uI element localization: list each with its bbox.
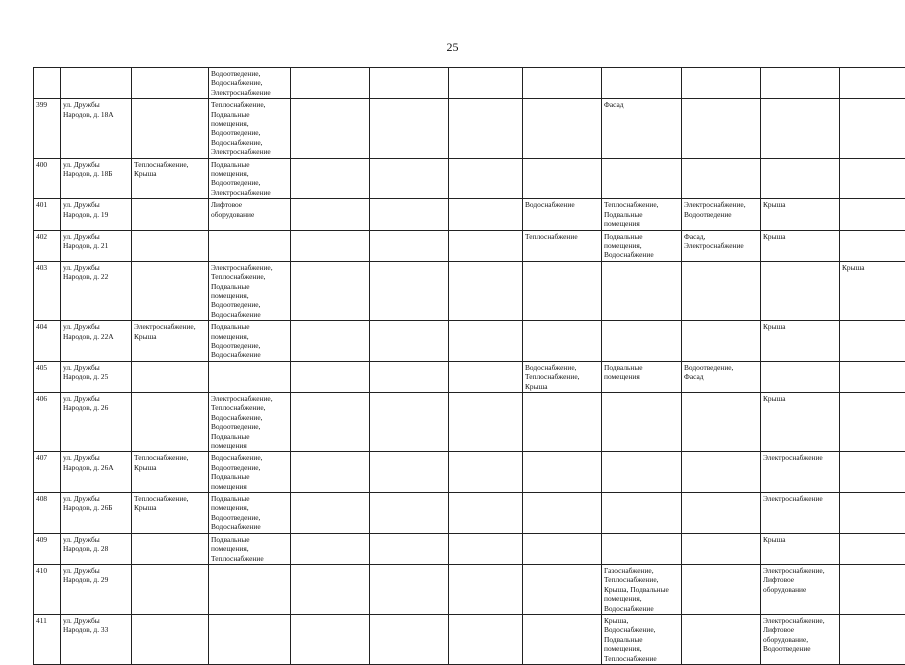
row-number-text: 400 (36, 160, 58, 169)
period-col-1 (132, 230, 209, 261)
address-text: ул. Дружбы Народов, д. 22 (63, 263, 129, 282)
address-text: ул. Дружбы Народов, д. 25 (63, 363, 129, 382)
period-col-6 (523, 261, 602, 320)
period-col-1 (132, 493, 209, 534)
work-items-text: Теплоснабжение, Подвальные помещения (604, 200, 679, 228)
address-cell (61, 452, 132, 493)
work-items-text: Теплоснабжение, Крыша (134, 453, 206, 472)
period-col-4 (370, 199, 449, 230)
work-items-text: Теплоснабжение (525, 232, 599, 241)
address-text: ул. Дружбы Народов, д. 26Б (63, 494, 129, 513)
period-col-2 (209, 564, 291, 614)
period-col-3 (291, 564, 370, 614)
period-col-5 (449, 452, 523, 493)
work-items-text: Водоснабжение (525, 200, 599, 209)
address-text: ул. Дружбы Народов, д. 29 (63, 566, 129, 585)
period-col-10 (840, 321, 905, 362)
work-items-text: Электроснабжение, Лифтовое оборудование, Водоотведение (763, 616, 837, 654)
period-col-10 (840, 68, 905, 99)
period-col-7 (602, 261, 682, 320)
period-col-6 (523, 321, 602, 362)
period-col-10 (840, 614, 905, 664)
address-text: ул. Дружбы Народов, д. 26А (63, 453, 129, 472)
table-row (34, 99, 905, 158)
period-col-2 (209, 230, 291, 261)
period-col-6 (523, 493, 602, 534)
period-col-1 (132, 68, 209, 99)
work-items-text: Лифтовое оборудование (211, 200, 288, 219)
row-number (34, 393, 61, 452)
work-items-text: Теплоснабжение, Крыша (134, 160, 206, 179)
period-col-9 (761, 452, 840, 493)
row-number-text: 406 (36, 394, 58, 403)
period-col-4 (370, 614, 449, 664)
row-number (34, 68, 61, 99)
period-col-3 (291, 68, 370, 99)
period-col-7 (602, 199, 682, 230)
period-col-8 (682, 533, 761, 564)
work-items-text: Крыша (763, 232, 837, 241)
work-items-text: Крыша (763, 394, 837, 403)
period-col-1 (132, 533, 209, 564)
period-col-9 (761, 158, 840, 199)
work-items-text: Электроснабжение (763, 453, 837, 462)
period-col-9 (761, 199, 840, 230)
period-col-4 (370, 533, 449, 564)
period-col-8 (682, 158, 761, 199)
address-text: ул. Дружбы Народов, д. 19 (63, 200, 129, 219)
table-body (34, 68, 905, 665)
work-items-text: Подвальные помещения, Теплоснабжение (211, 535, 288, 563)
period-col-4 (370, 493, 449, 534)
period-col-3 (291, 533, 370, 564)
period-col-4 (370, 158, 449, 199)
row-number-text: 399 (36, 100, 58, 109)
work-items-text: Газоснабжение, Теплоснабжение, Крыша, Подвальные помещения, Водоснабжение (604, 566, 679, 613)
period-col-7 (602, 158, 682, 199)
page-number: 25 (0, 40, 905, 55)
table-row (34, 614, 905, 664)
table-row (34, 199, 905, 230)
work-items-text: Фасад, Электроснабжение (684, 232, 758, 251)
address-cell (61, 261, 132, 320)
row-number (34, 230, 61, 261)
row-number (34, 199, 61, 230)
period-col-5 (449, 493, 523, 534)
period-col-8 (682, 614, 761, 664)
period-col-8 (682, 564, 761, 614)
period-col-5 (449, 199, 523, 230)
period-col-10 (840, 361, 905, 392)
period-col-2 (209, 452, 291, 493)
work-items-text: Электроснабжение, Теплоснабжение, Водоснабжение, Водоотведение, Подвальные помещения (211, 394, 288, 450)
period-col-7 (602, 452, 682, 493)
period-col-5 (449, 321, 523, 362)
period-col-5 (449, 564, 523, 614)
period-col-2 (209, 533, 291, 564)
period-col-10 (840, 452, 905, 493)
row-number (34, 564, 61, 614)
period-col-9 (761, 361, 840, 392)
period-col-6 (523, 361, 602, 392)
period-col-4 (370, 68, 449, 99)
period-col-5 (449, 99, 523, 158)
work-items-text: Крыша (763, 322, 837, 331)
work-items-text: Электроснабжение, Крыша (134, 322, 206, 341)
period-col-4 (370, 230, 449, 261)
address-cell (61, 393, 132, 452)
row-number (34, 321, 61, 362)
work-items-text: Подвальные помещения, Водоотведение, Водоснабжение (211, 322, 288, 360)
period-col-7 (602, 361, 682, 392)
period-col-1 (132, 564, 209, 614)
work-items-text: Подвальные помещения, Водоснабжение (604, 232, 679, 260)
period-col-4 (370, 361, 449, 392)
work-items-text: Подвальные помещения (604, 363, 679, 382)
period-col-2 (209, 614, 291, 664)
period-col-9 (761, 564, 840, 614)
table-row (34, 533, 905, 564)
work-items-text: Водоснабжение, Водоотведение, Подвальные помещения (211, 453, 288, 491)
period-col-6 (523, 68, 602, 99)
address-cell (61, 99, 132, 158)
period-col-3 (291, 393, 370, 452)
address-cell (61, 564, 132, 614)
work-items-text: Крыша (763, 200, 837, 209)
period-col-1 (132, 452, 209, 493)
period-col-9 (761, 230, 840, 261)
table-row (34, 564, 905, 614)
period-col-5 (449, 614, 523, 664)
period-col-8 (682, 393, 761, 452)
period-col-8 (682, 68, 761, 99)
row-number (34, 614, 61, 664)
period-col-10 (840, 393, 905, 452)
period-col-7 (602, 493, 682, 534)
address-cell (61, 68, 132, 99)
row-number-text: 403 (36, 263, 58, 272)
period-col-7 (602, 321, 682, 362)
period-col-4 (370, 261, 449, 320)
table-row (34, 393, 905, 452)
period-col-7 (602, 564, 682, 614)
address-text: ул. Дружбы Народов, д. 18Б (63, 160, 129, 179)
period-col-2 (209, 493, 291, 534)
period-col-8 (682, 361, 761, 392)
row-number-text: 408 (36, 494, 58, 503)
period-col-3 (291, 614, 370, 664)
period-col-10 (840, 261, 905, 320)
work-items-text: Водоснабжение, Теплоснабжение, Крыша (525, 363, 599, 391)
period-col-1 (132, 261, 209, 320)
period-col-3 (291, 99, 370, 158)
period-col-4 (370, 321, 449, 362)
period-col-6 (523, 533, 602, 564)
period-col-3 (291, 199, 370, 230)
row-number-text: 405 (36, 363, 58, 372)
period-col-3 (291, 493, 370, 534)
table-row (34, 230, 905, 261)
period-col-2 (209, 158, 291, 199)
period-col-5 (449, 68, 523, 99)
work-items-text: Водоотведение, Фасад (684, 363, 758, 382)
period-col-8 (682, 99, 761, 158)
period-col-6 (523, 614, 602, 664)
period-col-8 (682, 261, 761, 320)
table-row (34, 361, 905, 392)
period-col-5 (449, 533, 523, 564)
repair-schedule-table (33, 67, 905, 665)
address-text: ул. Дружбы Народов, д. 26 (63, 394, 129, 413)
address-text: ул. Дружбы Народов, д. 18А (63, 100, 129, 119)
row-number-text: 401 (36, 200, 58, 209)
work-items-text: Электроснабжение (763, 494, 837, 503)
period-col-3 (291, 321, 370, 362)
period-col-5 (449, 361, 523, 392)
work-items-text: Теплоснабжение, Крыша (134, 494, 206, 513)
address-text: ул. Дружбы Народов, д. 33 (63, 616, 129, 635)
work-items-text: Электроснабжение, Теплоснабжение, Подвальные помещения, Водоотведение, Водоснабжение (211, 263, 288, 319)
address-cell (61, 321, 132, 362)
period-col-10 (840, 230, 905, 261)
work-items-text: Крыша (842, 263, 903, 272)
period-col-3 (291, 261, 370, 320)
row-number (34, 261, 61, 320)
address-cell (61, 199, 132, 230)
address-cell (61, 158, 132, 199)
address-cell (61, 614, 132, 664)
row-number (34, 493, 61, 534)
work-items-text: Крыша, Водоснабжение, Подвальные помещения, Теплоснабжение (604, 616, 679, 663)
table-row (34, 321, 905, 362)
period-col-9 (761, 68, 840, 99)
row-number (34, 99, 61, 158)
period-col-5 (449, 261, 523, 320)
row-number (34, 361, 61, 392)
table-row (34, 493, 905, 534)
period-col-9 (761, 261, 840, 320)
row-number-text: 411 (36, 616, 58, 625)
period-col-8 (682, 321, 761, 362)
period-col-2 (209, 261, 291, 320)
period-col-1 (132, 614, 209, 664)
period-col-3 (291, 361, 370, 392)
period-col-10 (840, 99, 905, 158)
period-col-3 (291, 452, 370, 493)
address-cell (61, 230, 132, 261)
row-number-text: 409 (36, 535, 58, 544)
period-col-7 (602, 230, 682, 261)
address-text: ул. Дружбы Народов, д. 22А (63, 322, 129, 341)
period-col-5 (449, 393, 523, 452)
period-col-9 (761, 321, 840, 362)
period-col-7 (602, 533, 682, 564)
period-col-1 (132, 199, 209, 230)
address-cell (61, 493, 132, 534)
period-col-8 (682, 230, 761, 261)
period-col-2 (209, 361, 291, 392)
period-col-7 (602, 68, 682, 99)
address-text: ул. Дружбы Народов, д. 21 (63, 232, 129, 251)
row-number (34, 158, 61, 199)
period-col-6 (523, 393, 602, 452)
period-col-6 (523, 230, 602, 261)
period-col-1 (132, 99, 209, 158)
period-col-10 (840, 533, 905, 564)
work-items-text: Электроснабжение, Лифтовое оборудование (763, 566, 837, 594)
row-number-text: 404 (36, 322, 58, 331)
period-col-2 (209, 321, 291, 362)
period-col-7 (602, 614, 682, 664)
period-col-7 (602, 393, 682, 452)
period-col-3 (291, 158, 370, 199)
table-row (34, 261, 905, 320)
period-col-2 (209, 199, 291, 230)
period-col-9 (761, 493, 840, 534)
period-col-1 (132, 321, 209, 362)
period-col-10 (840, 493, 905, 534)
period-col-5 (449, 158, 523, 199)
period-col-4 (370, 393, 449, 452)
period-col-10 (840, 158, 905, 199)
period-col-1 (132, 158, 209, 199)
period-col-4 (370, 99, 449, 158)
period-col-4 (370, 452, 449, 493)
work-items-text: Теплоснабжение, Подвальные помещения, Водоотведение, Водоснабжение, Электроснабжение (211, 100, 288, 156)
row-number (34, 533, 61, 564)
address-text: ул. Дружбы Народов, д. 28 (63, 535, 129, 554)
period-col-9 (761, 393, 840, 452)
period-col-2 (209, 99, 291, 158)
table-row (34, 68, 905, 99)
period-col-2 (209, 68, 291, 99)
period-col-9 (761, 614, 840, 664)
address-cell (61, 533, 132, 564)
table-row (34, 452, 905, 493)
period-col-8 (682, 493, 761, 534)
period-col-9 (761, 99, 840, 158)
row-number-text: 410 (36, 566, 58, 575)
period-col-6 (523, 452, 602, 493)
period-col-10 (840, 564, 905, 614)
work-items-text: Электроснабжение, Водоотведение (684, 200, 758, 219)
work-items-text: Водоотведение, Водоснабжение, Электроснабжение (211, 69, 288, 97)
row-number-text: 402 (36, 232, 58, 241)
period-col-10 (840, 199, 905, 230)
period-col-6 (523, 564, 602, 614)
work-items-text: Подвальные помещения, Водоотведение, Водоснабжение (211, 494, 288, 532)
work-items-text: Крыша (763, 535, 837, 544)
period-col-3 (291, 230, 370, 261)
work-items-text: Фасад (604, 100, 679, 109)
period-col-7 (602, 99, 682, 158)
period-col-6 (523, 199, 602, 230)
table-row (34, 158, 905, 199)
period-col-9 (761, 533, 840, 564)
period-col-1 (132, 361, 209, 392)
row-number (34, 452, 61, 493)
work-items-text: Подвальные помещения, Водоотведение, Электроснабжение (211, 160, 288, 198)
period-col-1 (132, 393, 209, 452)
period-col-6 (523, 99, 602, 158)
period-col-5 (449, 230, 523, 261)
address-cell (61, 361, 132, 392)
period-col-2 (209, 393, 291, 452)
period-col-6 (523, 158, 602, 199)
period-col-8 (682, 452, 761, 493)
row-number-text: 407 (36, 453, 58, 462)
period-col-8 (682, 199, 761, 230)
period-col-4 (370, 564, 449, 614)
